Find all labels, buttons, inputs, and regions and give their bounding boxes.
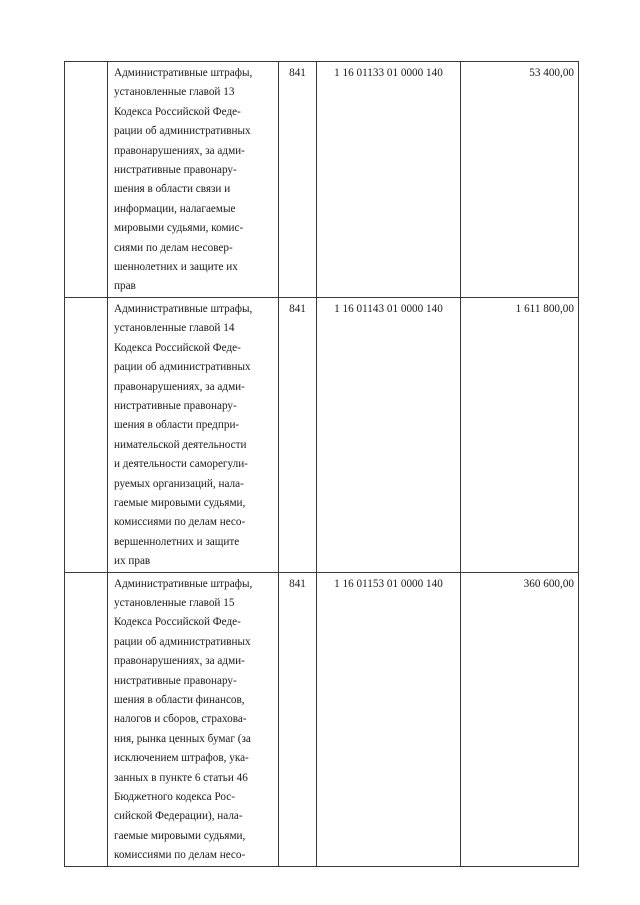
revenue-name-cell	[108, 297, 279, 572]
amount-cell	[461, 297, 579, 572]
admin-code: 841	[289, 577, 306, 590]
amount-cell	[461, 62, 579, 298]
kbk-cell	[317, 297, 461, 572]
kbk-code: 1 16 01153 01 0000 140	[334, 577, 443, 590]
revenue-name: Административные штрафы, установленные главой 15 Кодекса Российской Феде- рации об административных правонарушениях, за адми- нистративные правонару- шения в области финансов, налогов и сборов, страхова- ния, рынка ценных бумаг (за исключением штрафов, ука- занных в пункте 6 статьи 46 Бюджетного кодекса Рос- сийской Федерации), нала- гаемые мировыми судьями, комиссиями по делам несо-	[114, 577, 253, 862]
kbk-cell	[317, 572, 461, 866]
admin-code: 841	[289, 302, 306, 315]
table-row	[65, 572, 579, 866]
admin-code-cell	[279, 572, 317, 866]
kbk-cell	[317, 62, 461, 298]
amount: 1 611 800,00	[515, 302, 574, 315]
revenue-name-cell	[108, 572, 279, 866]
table-row	[65, 297, 579, 572]
admin-code-cell	[279, 297, 317, 572]
amount: 53 400,00	[529, 67, 574, 79]
amount: 360 600,00	[523, 577, 574, 590]
revenue-name-cell	[108, 62, 279, 298]
admin-code-cell	[279, 62, 317, 298]
admin-code: 841	[289, 67, 306, 79]
kbk-code: 1 16 01133 01 0000 140	[334, 67, 443, 79]
row-number-cell	[65, 297, 108, 572]
revenue-name: Административные штрафы, установленные главой 14 Кодекса Российской Феде- рации об административных правонарушениях, за адми- нистративные правонару- шения в области предпри- нимательской деятельности и деятельности саморегули- руемых организаций, нала- гаемые мировыми судьями, комиссиями по делам несо- вершеннолетних и защите их прав	[114, 302, 253, 568]
kbk-code: 1 16 01143 01 0000 140	[334, 302, 443, 315]
table-row	[65, 62, 579, 298]
revenue-name: Административные штрафы, установленные главой 13 Кодекса Российской Феде- рации об административных правонарушениях, за адми- нистративные правонару- шения в области связи и информации, налагаемые мировыми судьями, комис- сиями по делам несовер- шеннолетних и защите их прав	[114, 67, 253, 293]
amount-cell	[461, 572, 579, 866]
row-number-cell	[65, 572, 108, 866]
row-number-cell	[65, 62, 108, 298]
revenue-table	[64, 61, 579, 867]
